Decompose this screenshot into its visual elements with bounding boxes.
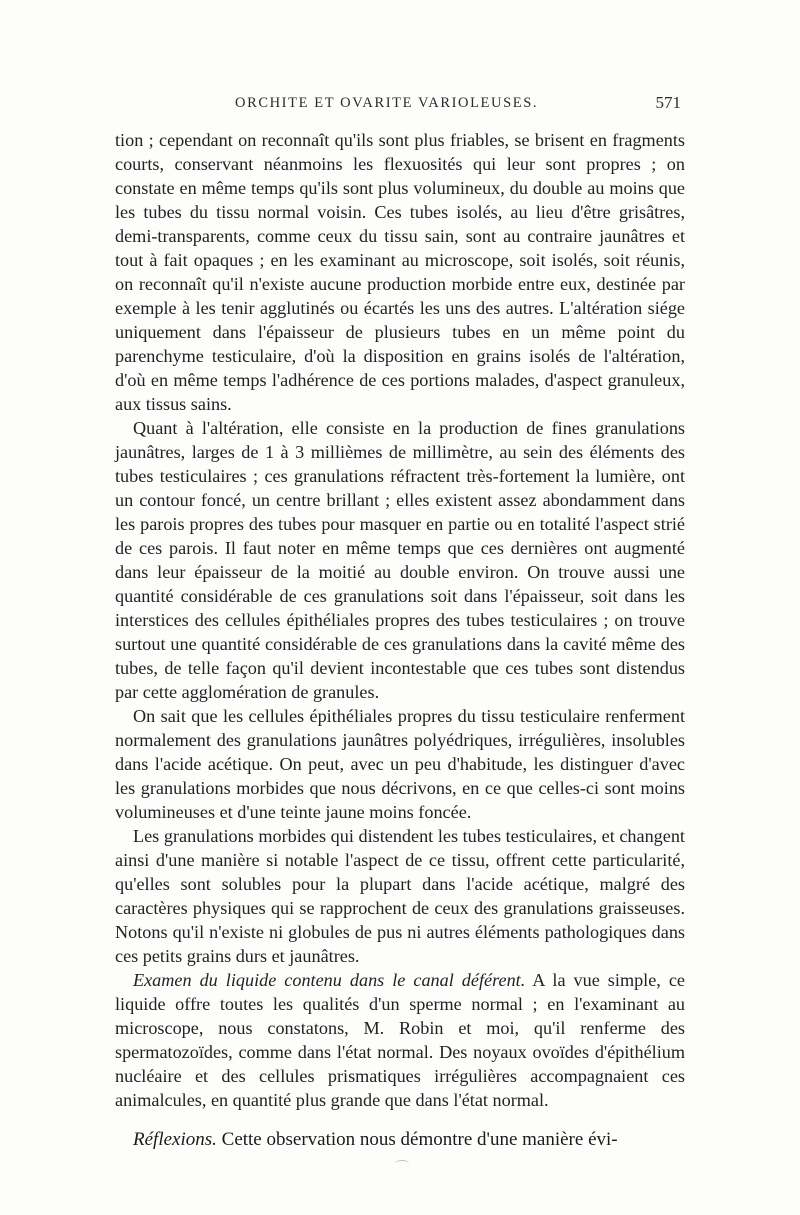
paragraph-continuation: tion ; cependant on reconnaît qu'ils sont plus friables, se brisent en fragments courts, conservant néanmoins les flexuosités qui leur sont propres ; on constate en même temps qu'ils sont plus volumineux, du double au moins que les tubes du tissu normal voisin. Ces tubes isolés, au lieu d'être grisâtres, demi-transparents, comme ceux du tissu sain, sont au contraire jaunâtres et tout à fait opaques ; en les examinant au microscope, soit isolés, soit réunis, on reconnaît qu'il n'existe aucune production morbide entre eux, destinée par exemple à les tenir agglutinés ou écartés les uns des autres. L'altération siége uniquement dans l'épaisseur de plusieurs tubes en un même point du parenchyme testiculaire, d'où la disposition en grains isolés de l'altération, d'où en même temps l'adhérence de ces portions malades, d'aspect granuleux, aux tissus sains. xyxy=(115,130,685,414)
reflexions-heading: Réflexions. xyxy=(133,1129,217,1150)
paragraph-epithelial-cells: On sait que les cellules épithéliales propres du tissu testiculaire renferment normalement des granulations jaunâtres polyédriques, irrégulières, insolubles dans l'acide acétique. On peut, avec un peu d'habitude, les distinguer d'avec les granulations morbides que nous décrivons, en ce que celles-ci sont moins volumineuses et d'une teinte jaune moins foncée. xyxy=(115,706,685,822)
body-text xyxy=(115,128,685,1112)
running-head: ORCHITE ET OVARITE VARIOLEUSES. xyxy=(235,95,539,111)
exam-text: A la vue simple, ce liquide offre toutes les qualités d'un sperme normal ; en l'examinant au microscope, nous constatons, M. Robin et moi, qu'il renferme des spermatozoïdes, comme dans l'état normal. Des noyaux ovoïdes d'épithélium nucléaire et des cellules prismatiques irrégulières accompagnaient ces animalcules, en quantité plus grande que dans l'état normal. xyxy=(115,970,686,1110)
page-number: 571 xyxy=(655,93,681,112)
page-header xyxy=(115,95,685,121)
paragraph-morbid-granulations: Les granulations morbides qui distendent les tubes testiculaires, et changent ainsi d'une manière si notable l'aspect de ce tissu, offrent cette particularité, qu'elles sont solubles pour la plupart dans l'acide acétique, malgré des caractères physiques qui se rapprochent de ceux des granulations graisseuses. Notons qu'il n'existe ni globules de pus ni autres éléments pathologiques dans ces petits grains durs et jaunâtres. xyxy=(115,826,685,966)
reflexions-text: Cette observation nous démontre d'une manière évi- xyxy=(216,1129,618,1150)
ink-mark xyxy=(395,1160,409,1167)
paragraph-alteration: Quant à l'altération, elle consiste en la production de fines granulations jaunâtres, larges de 1 à 3 millièmes de millimètre, au sein des éléments des tubes testiculaires ; ces granulations réfractent très-fortement la lumière, ont un contour foncé, un centre brillant ; elles existent assez abondamment dans les parois propres des tubes pour masquer en partie ou en totalité l'aspect strié de ces parois. Il faut noter en même temps que ces dernières ont augmenté dans leur épaisseur de la moitié au double environ. On trouve aussi une quantité considérable de ces granulations soit dans l'épaisseur, soit dans les interstices des cellules épithéliales propres des tubes testiculaires ; on trouve surtout une quantité considérable de ces granulations dans la cavité même des tubes, de telle façon qu'il devient incontestable que ces tubes sont distendus par cette agglomération de granules. xyxy=(115,418,685,702)
exam-heading: Examen du liquide contenu dans le canal déférent. xyxy=(133,970,526,990)
paragraph-liquid-exam xyxy=(115,968,685,1112)
reflexions-line xyxy=(115,1127,685,1153)
